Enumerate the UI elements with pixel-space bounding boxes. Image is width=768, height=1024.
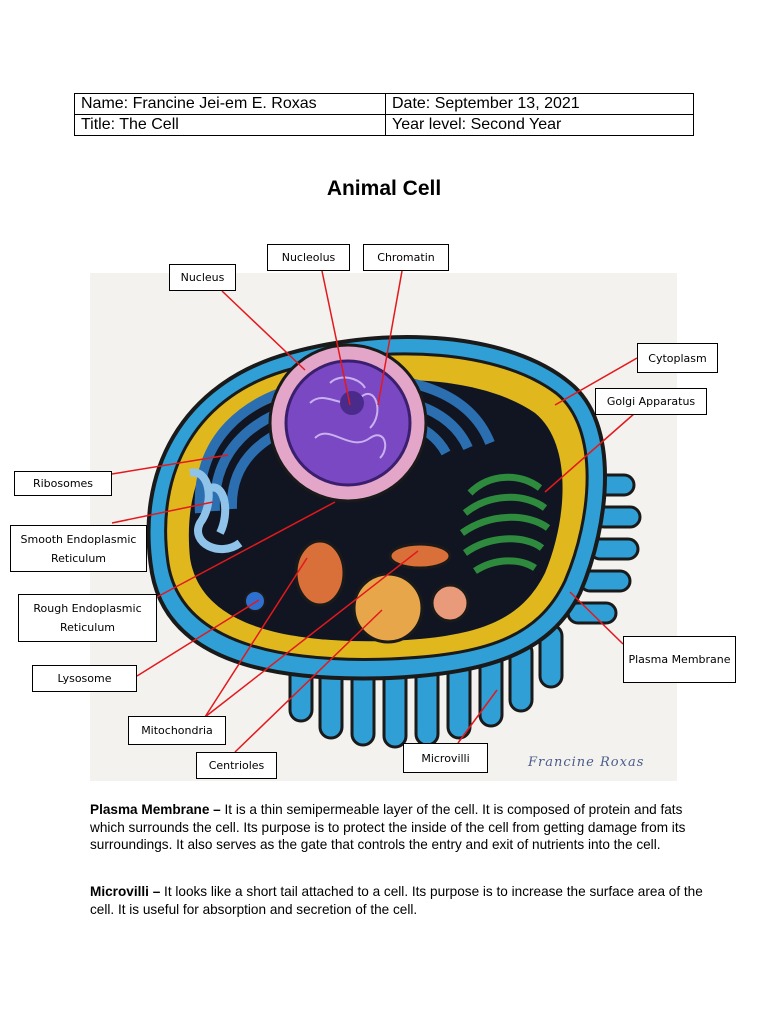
label-nucleus: Nucleus — [169, 264, 236, 291]
description-text: It is a thin semipermeable layer of the cell. It is composed of protein and fats which surrounds the cell. Its purpose is to protect the inside of the cell from getting damage from its surroundings. It also serves as the gate that controls the entry and exit of nutrients into the cell. — [90, 802, 686, 852]
label-smooth-er: Smooth Endoplasmic Reticulum — [10, 525, 147, 572]
label-mitochondria: Mitochondria — [128, 716, 226, 745]
leader-nucleolus — [322, 271, 350, 405]
label-golgi-apparatus: Golgi Apparatus — [595, 388, 707, 415]
leader-mitochondria-2 — [205, 551, 418, 717]
description-term: Microvilli – — [90, 884, 161, 899]
leader-mitochondria-1 — [205, 558, 307, 717]
leader-centrioles — [235, 610, 382, 752]
diagram-title: Animal Cell — [326, 177, 442, 200]
label-plasma-membrane: Plasma Membrane — [623, 636, 736, 683]
leader-microvilli — [458, 690, 497, 743]
leader-plasma-membrane — [570, 592, 623, 644]
label-chromatin: Chromatin — [363, 244, 449, 271]
date-cell: Date: September 13, 2021 — [386, 94, 694, 115]
leader-ribosomes — [112, 455, 228, 474]
year-level-cell: Year level: Second Year — [386, 115, 694, 136]
label-microvilli: Microvilli — [403, 743, 488, 773]
leader-nucleus — [222, 291, 305, 370]
label-centrioles: Centrioles — [196, 752, 277, 779]
title-cell: Title: The Cell — [75, 115, 386, 136]
name-cell: Name: Francine Jei-em E. Roxas — [75, 94, 386, 115]
label-nucleolus: Nucleolus — [267, 244, 350, 271]
label-lysosome: Lysosome — [32, 665, 137, 692]
label-rough-er: Rough Endoplasmic Reticulum — [18, 594, 157, 642]
leader-golgi — [545, 413, 635, 492]
description-term: Plasma Membrane – — [90, 802, 221, 817]
artist-signature: Francine Roxas — [528, 755, 645, 770]
leader-smooth-er — [112, 502, 213, 523]
leader-chromatin — [378, 271, 402, 405]
label-ribosomes: Ribosomes — [14, 471, 112, 496]
description-microvilli — [90, 883, 710, 918]
leader-rough-er — [157, 502, 335, 597]
label-cytoplasm: Cytoplasm — [637, 343, 718, 373]
description-plasma-membrane — [90, 801, 710, 854]
description-text: It looks like a short tail attached to a cell. Its purpose is to increase the surface area of the cell. It is useful for absorption and secretion of the cell. — [90, 884, 703, 917]
